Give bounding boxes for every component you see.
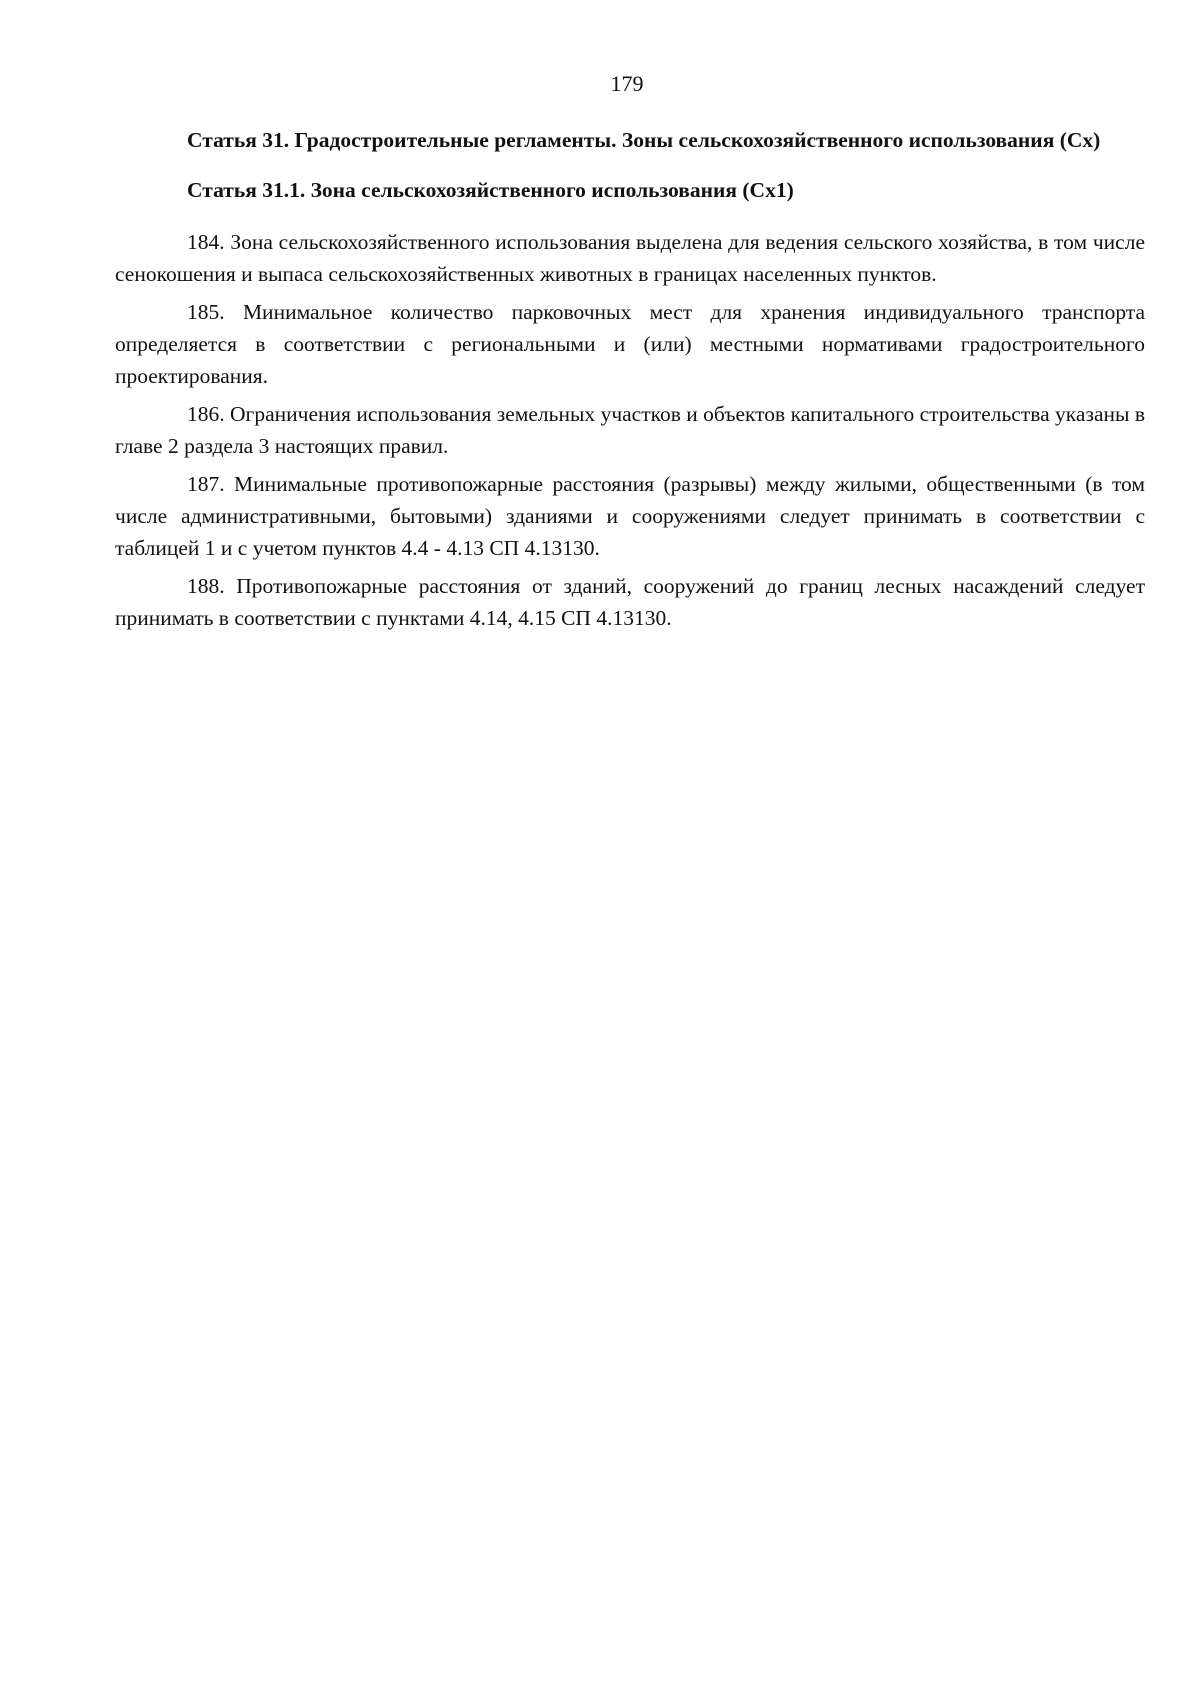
article-title: Статья 31. Градостроительные регламенты. Зоны сельскохозяйственного использования (Сх) bbox=[187, 128, 1101, 152]
paragraph-188: 188. Противопожарные расстояния от зданий, сооружений до границ лесных насаждений следует принимать в соответствии с пунктами 4.14, 4.15 СП 4.13130. bbox=[115, 574, 1145, 630]
paragraph-187: 187. Минимальные противопожарные расстояния (разрывы) между жилыми, общественными (в том числе административными, бытовыми) зданиями и сооружениями следует принимать в соответствии с таблицей 1 и с учетом пунктов 4.4 - 4.13 СП 4.13130. bbox=[115, 472, 1145, 560]
page-number: 179 bbox=[610, 71, 644, 96]
paragraph-186: 186. Ограничения использования земельных участков и объектов капитального строительства указаны в главе 2 раздела 3 настоящих правил. bbox=[115, 402, 1145, 458]
paragraph-185: 185. Минимальное количество парковочных мест для хранения индивидуального транспорта определяется в соответствии с региональными и (или) местными нормативами градостроительного проектирования. bbox=[115, 300, 1145, 388]
paragraph-184: 184. Зона сельскохозяйственного использования выделена для ведения сельского хозяйства, в том числе сенокошения и выпаса сельскохозяйственных животных в границах населенных пунктов. bbox=[115, 230, 1145, 286]
subarticle-title: Статья 31.1. Зона сельскохозяйственного использования (Сх1) bbox=[187, 178, 794, 202]
document-body bbox=[115, 124, 1145, 640]
